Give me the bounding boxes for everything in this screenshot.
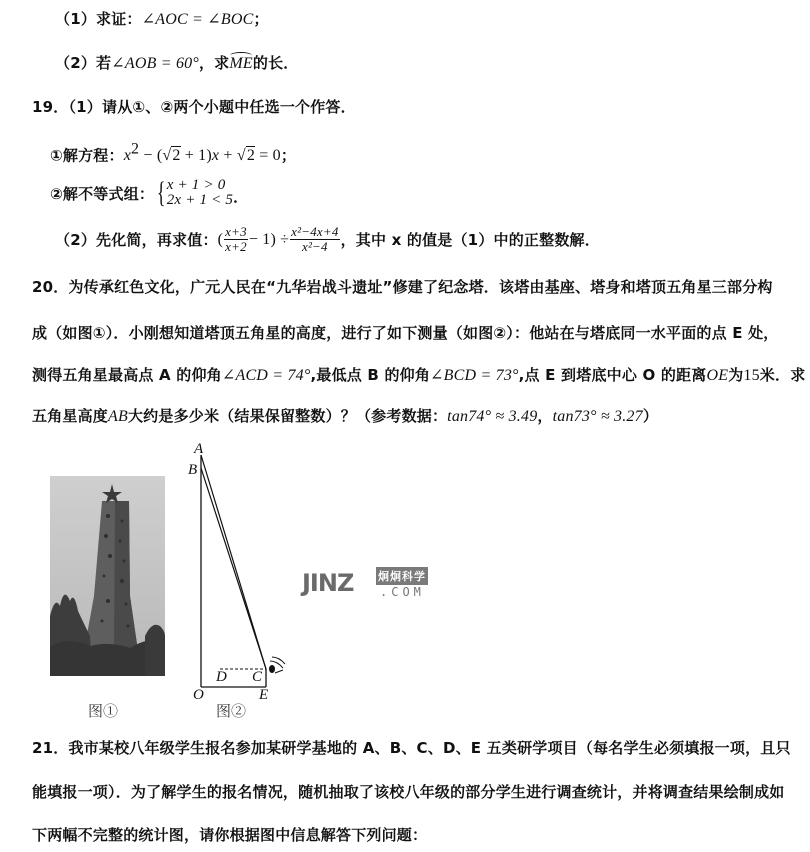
q21-line1: 21．我市某校八年级学生报名参加某研学基地的 A、B、C、D、E 五类研学项目（每名学生必须填报一项，且只 (32, 739, 791, 757)
q20-line1: 20．为传承红色文化，广元人民在“九华岩战斗遗址”修建了纪念塔．该塔由基座、塔身和塔顶五角星三部分构 (32, 278, 773, 296)
q18-part1-label: （1）求证： (55, 10, 142, 28)
q19-option1-end: ； (280, 146, 297, 165)
label-A: A (194, 441, 204, 457)
q18-part2-label: （2）若 (55, 54, 112, 72)
q18-part2 (55, 52, 298, 73)
q18-part2-end: 的长． (252, 54, 299, 72)
tower-photo (50, 476, 165, 676)
q18-part1-end: ； (253, 10, 269, 28)
watermark-cn: 炯炯科学 (376, 567, 428, 585)
q20-line4: 五角星高度AB大约是多少米（结果保留整数）？（参考数据：tan74° ≈ 3.49，tan73° ≈ 3.27） (32, 407, 659, 425)
q19-part2-label: （2）先化简，再求值： (55, 231, 218, 249)
q19-option2-label: ②解不等式组： (50, 184, 155, 203)
figure2-caption: 图② (216, 704, 247, 720)
watermark-jinz: JINZ (302, 569, 354, 597)
q18-part2-mid: ，求 (198, 54, 230, 72)
q19-option2 (50, 178, 248, 208)
q19-option2-end: ． (233, 187, 249, 206)
fraction-2: $\frac{\text{x²−4x+4}}{\text{x²−4}}$ (291, 224, 339, 254)
q21-line3: 下两幅不完整的统计图，请你根据图中信息解答下列问题： (32, 826, 428, 844)
label-O: O (193, 687, 204, 703)
q18-part1-math: ∠AOC = ∠BOC (141, 11, 254, 28)
q19-header: 19．（1）请从①、②两个小题中任选一个作答． (32, 98, 356, 116)
figure1-caption: 图① (88, 704, 119, 720)
brace-icon: { (157, 176, 166, 209)
q20-line3: 测得五角星最高点 A 的仰角∠ACD = 74°,最低点 B 的仰角∠BCD = 73°,点 E 到塔底中心 O 的距离OE为15米．求 (32, 366, 806, 384)
tower-illustration (50, 476, 165, 676)
inequality-row-1: x + 1 > 0 (166, 177, 226, 193)
inequality-row-2: 2x + 1 < 5 (166, 192, 234, 208)
q19-equation: $x^2 - (√2 + 1)x + √2 = 0$ (123, 141, 281, 165)
q19-option1-label: ①解方程： (50, 146, 124, 165)
geometry-diagram (180, 440, 300, 710)
inequality-system (154, 178, 233, 208)
label-C: C (252, 669, 263, 685)
label-E: E (259, 687, 269, 703)
q19-part2-end: ，其中 x 的值是（1）中的正整数解． (340, 231, 600, 249)
q21-line2: 能填报一项）．为了解学生的报名情况，随机抽取了该校八年级的部分学生进行调查统计，并将调查结果绘制成如 (32, 783, 785, 801)
fraction-1: $\frac{x+3}{x+2}$ (225, 224, 247, 254)
q20-line2: 成（如图①）．小刚想知道塔顶五角星的高度，进行了如下测量（如图②）：他站在与塔底同一水平面的点 E 处， (32, 324, 779, 342)
watermark-domain: .COM (380, 585, 425, 599)
q19-part2: （2）先化简，再求值： ( $\frac{x+3}{x+2}$ − 1) ÷ $\frac{\text{x²−4x+4}}{\text{x²−4}}$ ，其中 x 的值是（1）中的正整数解． (55, 224, 600, 254)
q19-option1 (50, 141, 296, 165)
label-D: D (216, 669, 227, 685)
minus-one-divide: − 1) ÷ (248, 230, 290, 248)
label-B: B (188, 462, 198, 478)
watermark-logo (300, 565, 460, 605)
arc-me: ME (229, 55, 253, 72)
q18-part2-math: ∠AOB = 60° (111, 55, 199, 72)
q18-part1 (55, 8, 269, 29)
